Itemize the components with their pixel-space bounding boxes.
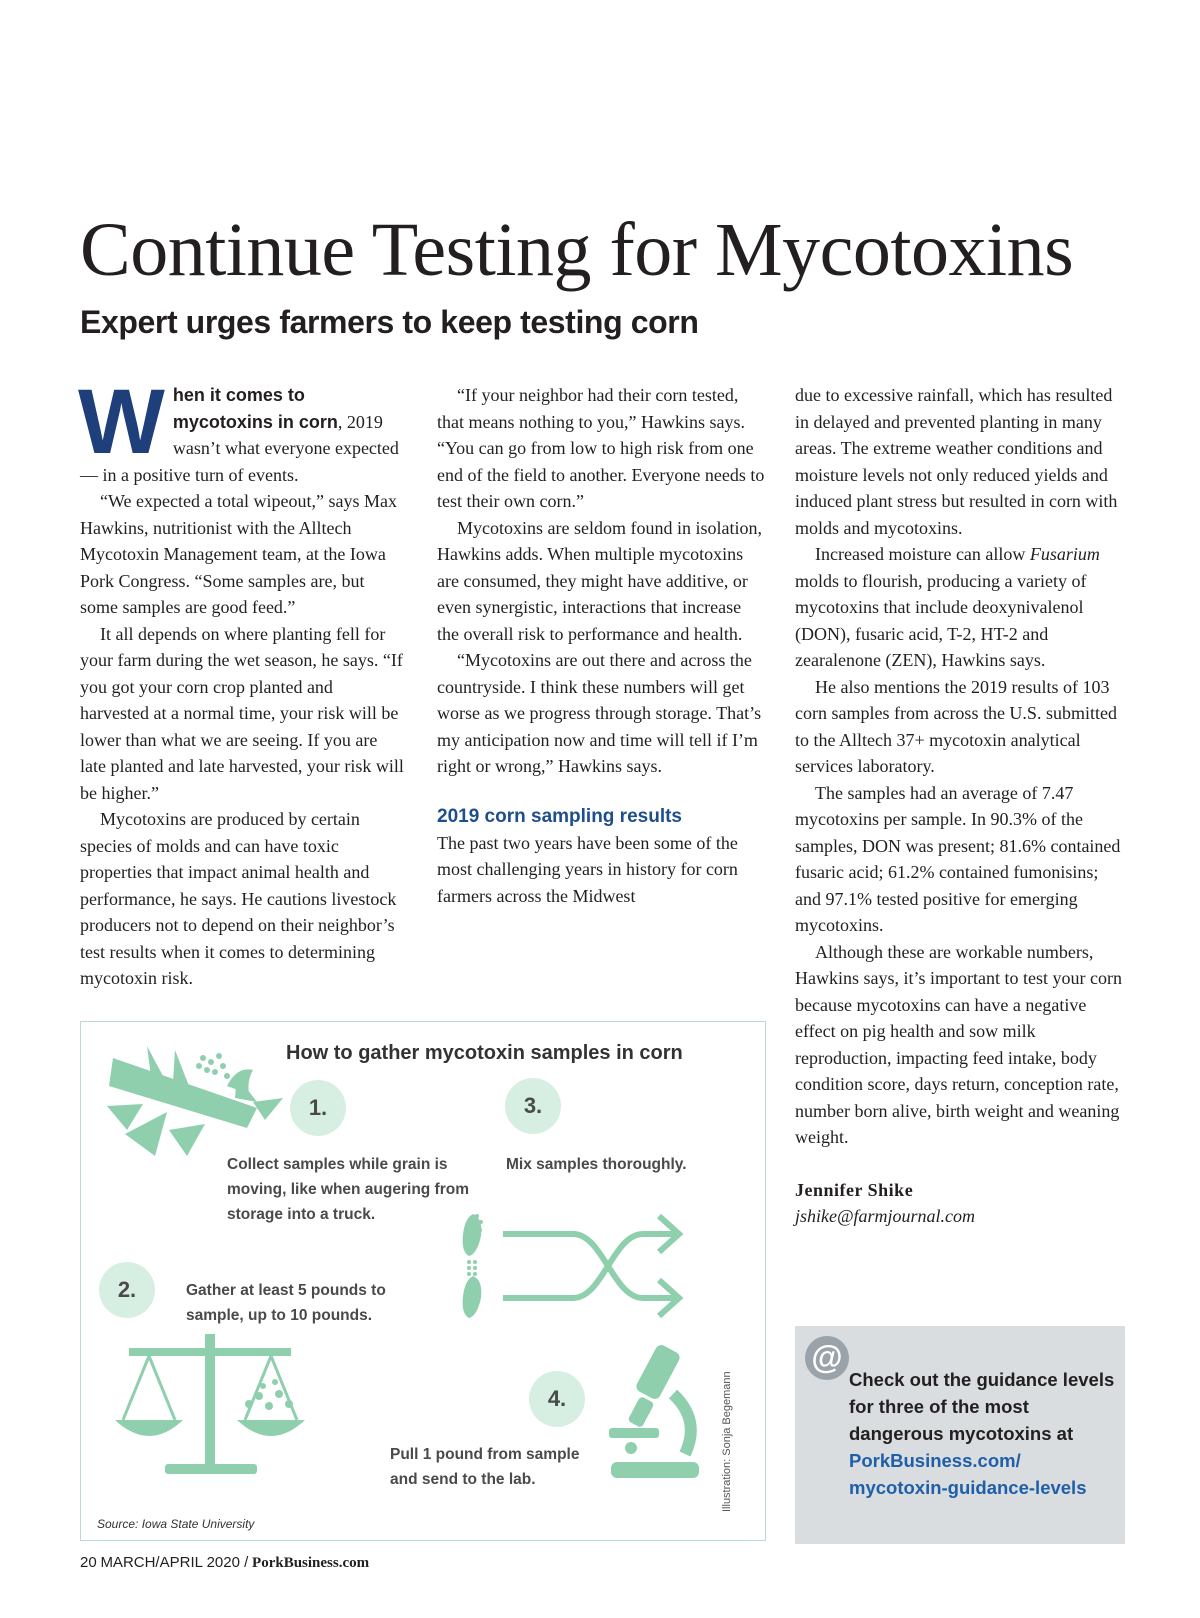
- page-number: 20: [80, 1554, 97, 1571]
- step-number: 2.: [99, 1262, 155, 1318]
- step-number: 3.: [505, 1078, 561, 1134]
- drop-cap: W: [78, 371, 165, 473]
- step-number: 4.: [529, 1371, 585, 1427]
- text-run: molds to flourish, producing a variety of mycotoxins that include deoxynivalenol (DON), fusaric acid, T-2, HT-2 and zearalenone (ZEN), Hawkins says.: [795, 570, 1087, 670]
- callout-message: Check out the guidance levels for three of the most dangerous mycotoxins at: [849, 1369, 1115, 1444]
- guidance-link[interactable]: PorkBusiness.com/ mycotoxin-guidance-levels: [849, 1450, 1087, 1498]
- step-text: Gather at least 5 pounds to sample, up to 10 pounds.: [186, 1282, 386, 1324]
- column-3: [795, 382, 1125, 1230]
- article-dek: Expert urges farmers to keep testing corn: [80, 304, 699, 340]
- infographic-title: How to gather mycotoxin samples in corn: [286, 1042, 683, 1064]
- infographic: [80, 1021, 766, 1541]
- page-folio: [80, 1554, 369, 1572]
- scale-icon: [109, 1330, 319, 1480]
- section-subhead: 2019 corn sampling results: [437, 805, 682, 827]
- body-paragraph: The samples had an average of 7.47 mycotoxins per sample. In 90.3% of the samples, DON was present; 81.6% contained fusaric acid; 61.2% contained fumonisins; and 97.1% tested positive for emerging mycotoxins.: [795, 782, 1121, 935]
- author-email: jshike@farmjournal.com: [795, 1206, 976, 1226]
- body-paragraph: [795, 541, 1125, 674]
- text-run: Increased moisture can allow: [815, 544, 1030, 564]
- lead-bold: hen it comes to mycotoxins in corn: [172, 385, 338, 432]
- folio-site: PorkBusiness.com: [252, 1555, 370, 1571]
- infographic-source: Source: Iowa State University: [97, 1517, 255, 1531]
- column-2: [437, 382, 767, 909]
- mix-arrows-icon: [453, 1206, 693, 1330]
- step-text: Collect samples while grain is moving, like when augering from storage into a truck.: [227, 1156, 470, 1223]
- italic-term: Fusarium: [1029, 544, 1100, 564]
- body-paragraph: It all depends on where planting fell for your farm during the wet season, he says. “If you got your corn crop planted and harvested at a normal time, your risk will be lower than what we are seeing. If you are late planted and late harvested, your risk will be higher.”: [80, 623, 404, 803]
- auger-icon: [107, 1046, 307, 1166]
- body-paragraph: Although these are workable numbers, Hawkins says, it’s important to test your corn because mycotoxins can have a negative effect on pig health and sow milk reproduction, impacting feed intake, body condition score, days return, conception rate, number born alive, birth weight and weaning weight.: [795, 941, 1122, 1147]
- at-icon: @: [805, 1336, 849, 1380]
- issue-date: MARCH/APRIL 2020 /: [100, 1554, 249, 1571]
- step-text: Mix samples thoroughly.: [506, 1156, 687, 1173]
- lead-paragraph: [78, 371, 405, 488]
- body-paragraph: “Mycotoxins are out there and across the countryside. I think these numbers will get worse as we progress through storage. That’s my anticipation now and time will tell if I’m right or wrong,” Hawkins says.: [437, 650, 762, 776]
- lead-rest: , 2019 wasn’t what everyone expected — in a positive turn of events.: [80, 411, 399, 485]
- microscope-icon: [601, 1344, 711, 1484]
- body-paragraph: due to excessive rainfall, which has resulted in delayed and prevented planting in many areas. The extreme weather conditions and moisture levels not only reduced yields and induced plant stress but resulted in corn with molds and mycotoxins.: [795, 385, 1118, 538]
- article-headline: Continue Testing for Mycotoxins: [80, 208, 1074, 292]
- body-paragraph: “We expected a total wipeout,” says Max Hawkins, nutritionist with the Alltech Mycotoxin Management team, at the Iowa Pork Congress. “Some samples are, but some samples are good feed.”: [80, 491, 397, 617]
- callout-box: [795, 1326, 1125, 1544]
- illustration-credit: Illustration: Sonja Begemann: [721, 1371, 733, 1512]
- author-name: Jennifer Shike: [795, 1179, 914, 1200]
- column-1: [78, 371, 405, 992]
- body-paragraph: Mycotoxins are seldom found in isolation, Hawkins adds. When multiple mycotoxins are consumed, they might have additive, or even synergistic, interactions that increase the overall risk to performance and health.: [437, 517, 762, 644]
- body-paragraph: He also mentions the 2019 results of 103 corn samples from across the U.S. submitted to the Alltech 37+ mycotoxin analytical services laboratory.: [795, 676, 1117, 776]
- body-paragraph: Mycotoxins are produced by certain species of molds and can have toxic properties that impact animal health and performance, he says. He cautions livestock producers not to depend on their neighbor’s test results when it comes to determining mycotoxin risk.: [80, 809, 397, 988]
- step-text: Pull 1 pound from sample and send to the lab.: [390, 1446, 580, 1488]
- body-paragraph: The past two years have been some of the most challenging years in history for corn farmers across the Midwest: [437, 832, 738, 906]
- callout-text: [849, 1366, 1117, 1501]
- step-number: 1.: [290, 1080, 346, 1136]
- body-paragraph: “If your neighbor had their corn tested, that means nothing to you,” Hawkins says. “You can go from low to high risk from one end of the field to another. Everyone needs to test their own corn.”: [437, 385, 765, 511]
